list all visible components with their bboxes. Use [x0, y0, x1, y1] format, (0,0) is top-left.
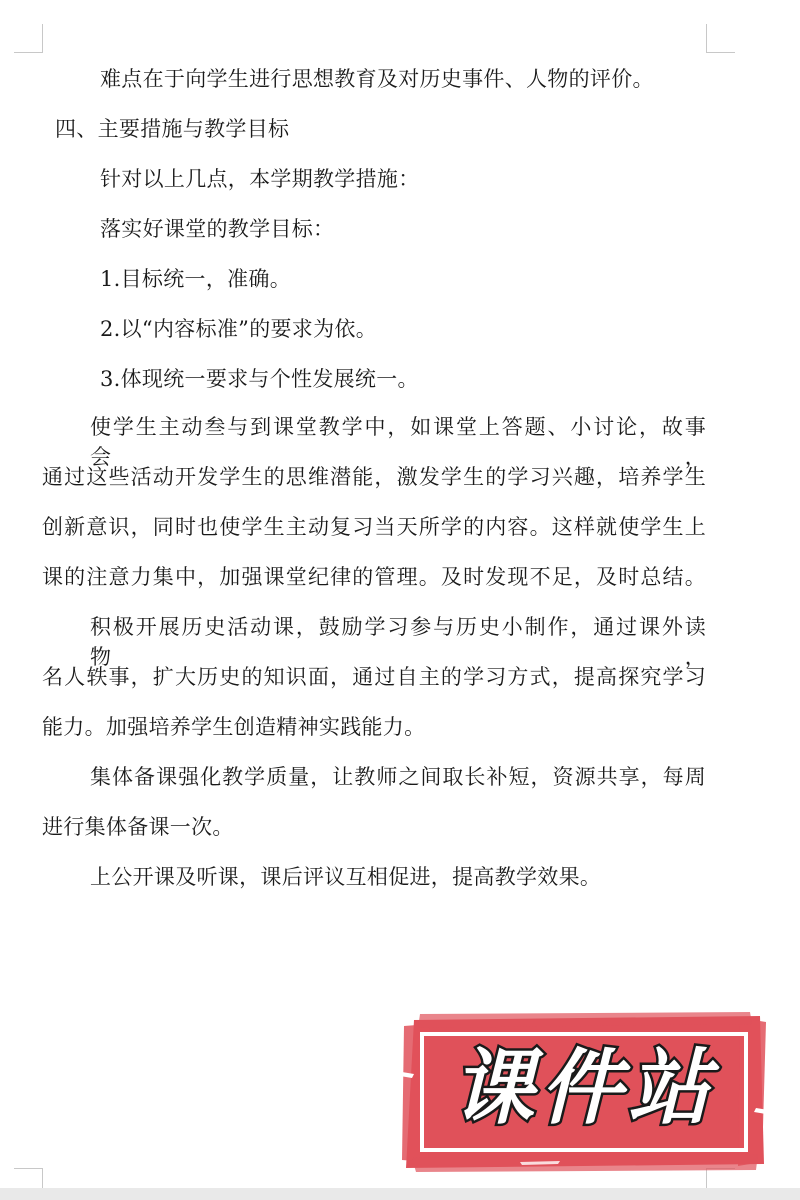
list-item-3: 3.体现统一要求与个性发展统一。	[100, 367, 419, 391]
paragraph-activities-line-1: 积极开展历史活动课，鼓励学习参与历史小制作，通过课外读物，	[90, 615, 706, 669]
paragraph-goals-intro: 落实好课堂的教学目标：	[100, 217, 335, 241]
paragraph-participation-line-3: 创新意识，同时也使学生主动复习当天所学的内容。这样就使学生上	[42, 515, 706, 539]
paragraph-lesson-prep-line-2: 进行集体备课一次。	[42, 815, 234, 839]
stamp-text: 课件站	[452, 1041, 716, 1136]
kejianzhan-logo-stamp	[400, 1012, 768, 1172]
crop-mark-bottom-left	[14, 1168, 43, 1189]
paragraph-participation-line-4: 课的注意力集中，加强课堂纪律的管理。及时发现不足，及时总结。	[42, 565, 706, 589]
crop-mark-top-left	[14, 24, 43, 53]
paragraph-participation-line-2: 通过这些活动开发学生的思维潜能，激发学生的学习兴趣，培养学生	[42, 465, 706, 489]
section-heading: 四、主要措施与教学目标	[55, 117, 290, 141]
list-item-1: 1.目标统一，准确。	[100, 267, 292, 291]
paragraph-activities-line-3: 能力。加强培养学生创造精神实践能力。	[42, 715, 426, 739]
paragraph-open-class: 上公开课及听课，课后评议互相促进，提高教学效果。	[90, 865, 602, 889]
paragraph-participation-line-1: 使学生主动叁与到课堂教学中，如课堂上答题、小讨论，故事会，	[90, 415, 706, 469]
list-item-2: 2.以“内容标准”的要求为依。	[100, 317, 378, 341]
paragraph-difficulty: 难点在于向学生进行思想教育及对历史事件、人物的评价。	[100, 67, 654, 91]
paragraph-measures-intro: 针对以上几点，本学期教学措施：	[100, 167, 420, 191]
window-bottom-strip	[0, 1188, 800, 1200]
paragraph-activities-line-2: 名人轶事，扩大历史的知识面，通过自主的学习方式，提高探究学习	[42, 665, 706, 689]
crop-mark-top-right	[706, 24, 735, 53]
paragraph-lesson-prep-line-1: 集体备课强化教学质量，让教师之间取长补短，资源共享，每周	[90, 765, 706, 789]
